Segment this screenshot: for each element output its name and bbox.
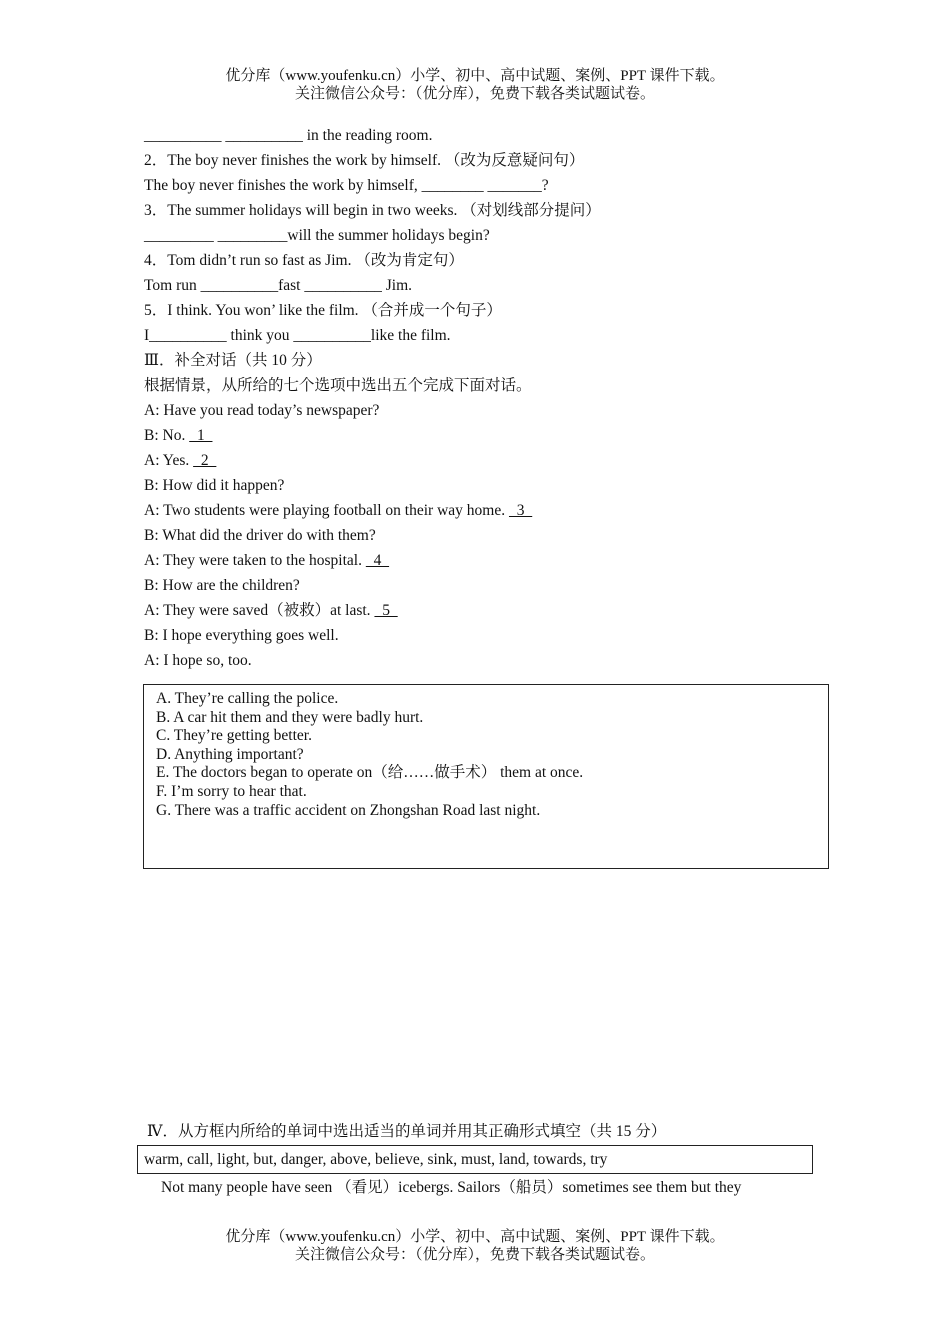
dialogue-line: B: What did the driver do with them? xyxy=(144,527,376,544)
dialogue-line: B: How did it happen? xyxy=(144,477,285,494)
rewrite-item-3-question: 3．The summer holidays will begin in two weeks. （对划线部分提问） xyxy=(144,202,601,219)
answer-blank: 4 xyxy=(365,552,390,569)
dialogue-line: B: How are the children? xyxy=(144,577,300,594)
dialogue-line: A: Yes. 2 xyxy=(144,452,217,469)
options-box xyxy=(143,684,829,869)
dialogue-line: A: Have you read today’s newspaper? xyxy=(144,402,380,419)
page-header xyxy=(0,67,950,103)
answer-blank: 1 xyxy=(189,427,213,444)
dialogue-line: A: Two students were playing football on their way home. 3 xyxy=(144,502,533,519)
dialogue-line: B: No. 1 xyxy=(144,427,213,444)
header-line-2: 关注微信公众号：（优分库），免费下载各类试题试卷。 xyxy=(294,86,655,102)
section-3-instruction: 根据情景，从所给的七个选项中选出五个完成下面对话。 xyxy=(144,377,532,394)
footer-line-1: 优分库（www.youfenku.cn）小学、初中、高中试题、案例、PPT 课件下载。 xyxy=(225,1229,725,1245)
option-d: D. Anything important? xyxy=(156,745,304,763)
answer-blank: 5 xyxy=(374,602,398,619)
dialogue-line: A: They were saved（被救）at last. 5 xyxy=(144,602,398,619)
rewrite-item-5-answer: I__________ think you __________like the film. xyxy=(144,327,451,344)
dialogue-line: A: I hope so, too. xyxy=(144,652,252,669)
rewrite-item-5-question: 5．I think. You won’ like the film. （合并成一个句子） xyxy=(144,302,502,319)
rewrite-item-1-answer: __________ __________ in the reading room. xyxy=(144,127,433,144)
option-b: B. A car hit them and they were badly hurt. xyxy=(156,708,424,726)
answer-blank: 2 xyxy=(193,452,217,469)
page-footer xyxy=(0,1228,950,1264)
option-e: E. The doctors began to operate on（给……做手术） them at once. xyxy=(156,764,584,782)
rewrite-item-4-question: 4．Tom didn’t run so fast as Jim. （改为肯定句） xyxy=(144,252,464,269)
word-bank-box: warm, call, light, but, danger, above, believe, sink, must, land, towards, try xyxy=(137,1145,813,1174)
footer-line-2: 关注微信公众号：（优分库），免费下载各类试题试卷。 xyxy=(294,1247,655,1263)
section-4-title: Ⅳ．从方框内所给的单词中选出适当的单词并用其正确形式填空（共 15 分） xyxy=(147,1123,667,1140)
option-a: A. They’re calling the police. xyxy=(156,690,339,707)
section-3-title: Ⅲ．补全对话（共 10 分） xyxy=(144,352,322,369)
rewrite-item-2-answer: The boy never finishes the work by himself, ________ _______? xyxy=(144,177,549,194)
header-line-1: 优分库（www.youfenku.cn）小学、初中、高中试题、案例、PPT 课件下载。 xyxy=(225,68,725,84)
section-4-passage: Not many people have seen （看见）icebergs. Sailors（船员）sometimes see them but they xyxy=(161,1179,742,1196)
rewrite-item-3-answer: _________ _________will the summer holidays begin? xyxy=(144,227,490,244)
dialogue-line: B: I hope everything goes well. xyxy=(144,627,339,644)
rewrite-item-2-question: 2．The boy never finishes the work by himself. （改为反意疑问句） xyxy=(144,152,585,169)
rewrite-item-4-answer: Tom run __________fast __________ Jim. xyxy=(144,277,413,294)
option-f: F. I’m sorry to hear that. xyxy=(156,782,307,800)
dialogue-line: A: They were taken to the hospital. 4 xyxy=(144,552,390,569)
option-g: G. There was a traffic accident on Zhongshan Road last night. xyxy=(156,801,541,819)
answer-blank: 3 xyxy=(508,502,533,519)
option-c: C. They’re getting better. xyxy=(156,727,312,745)
